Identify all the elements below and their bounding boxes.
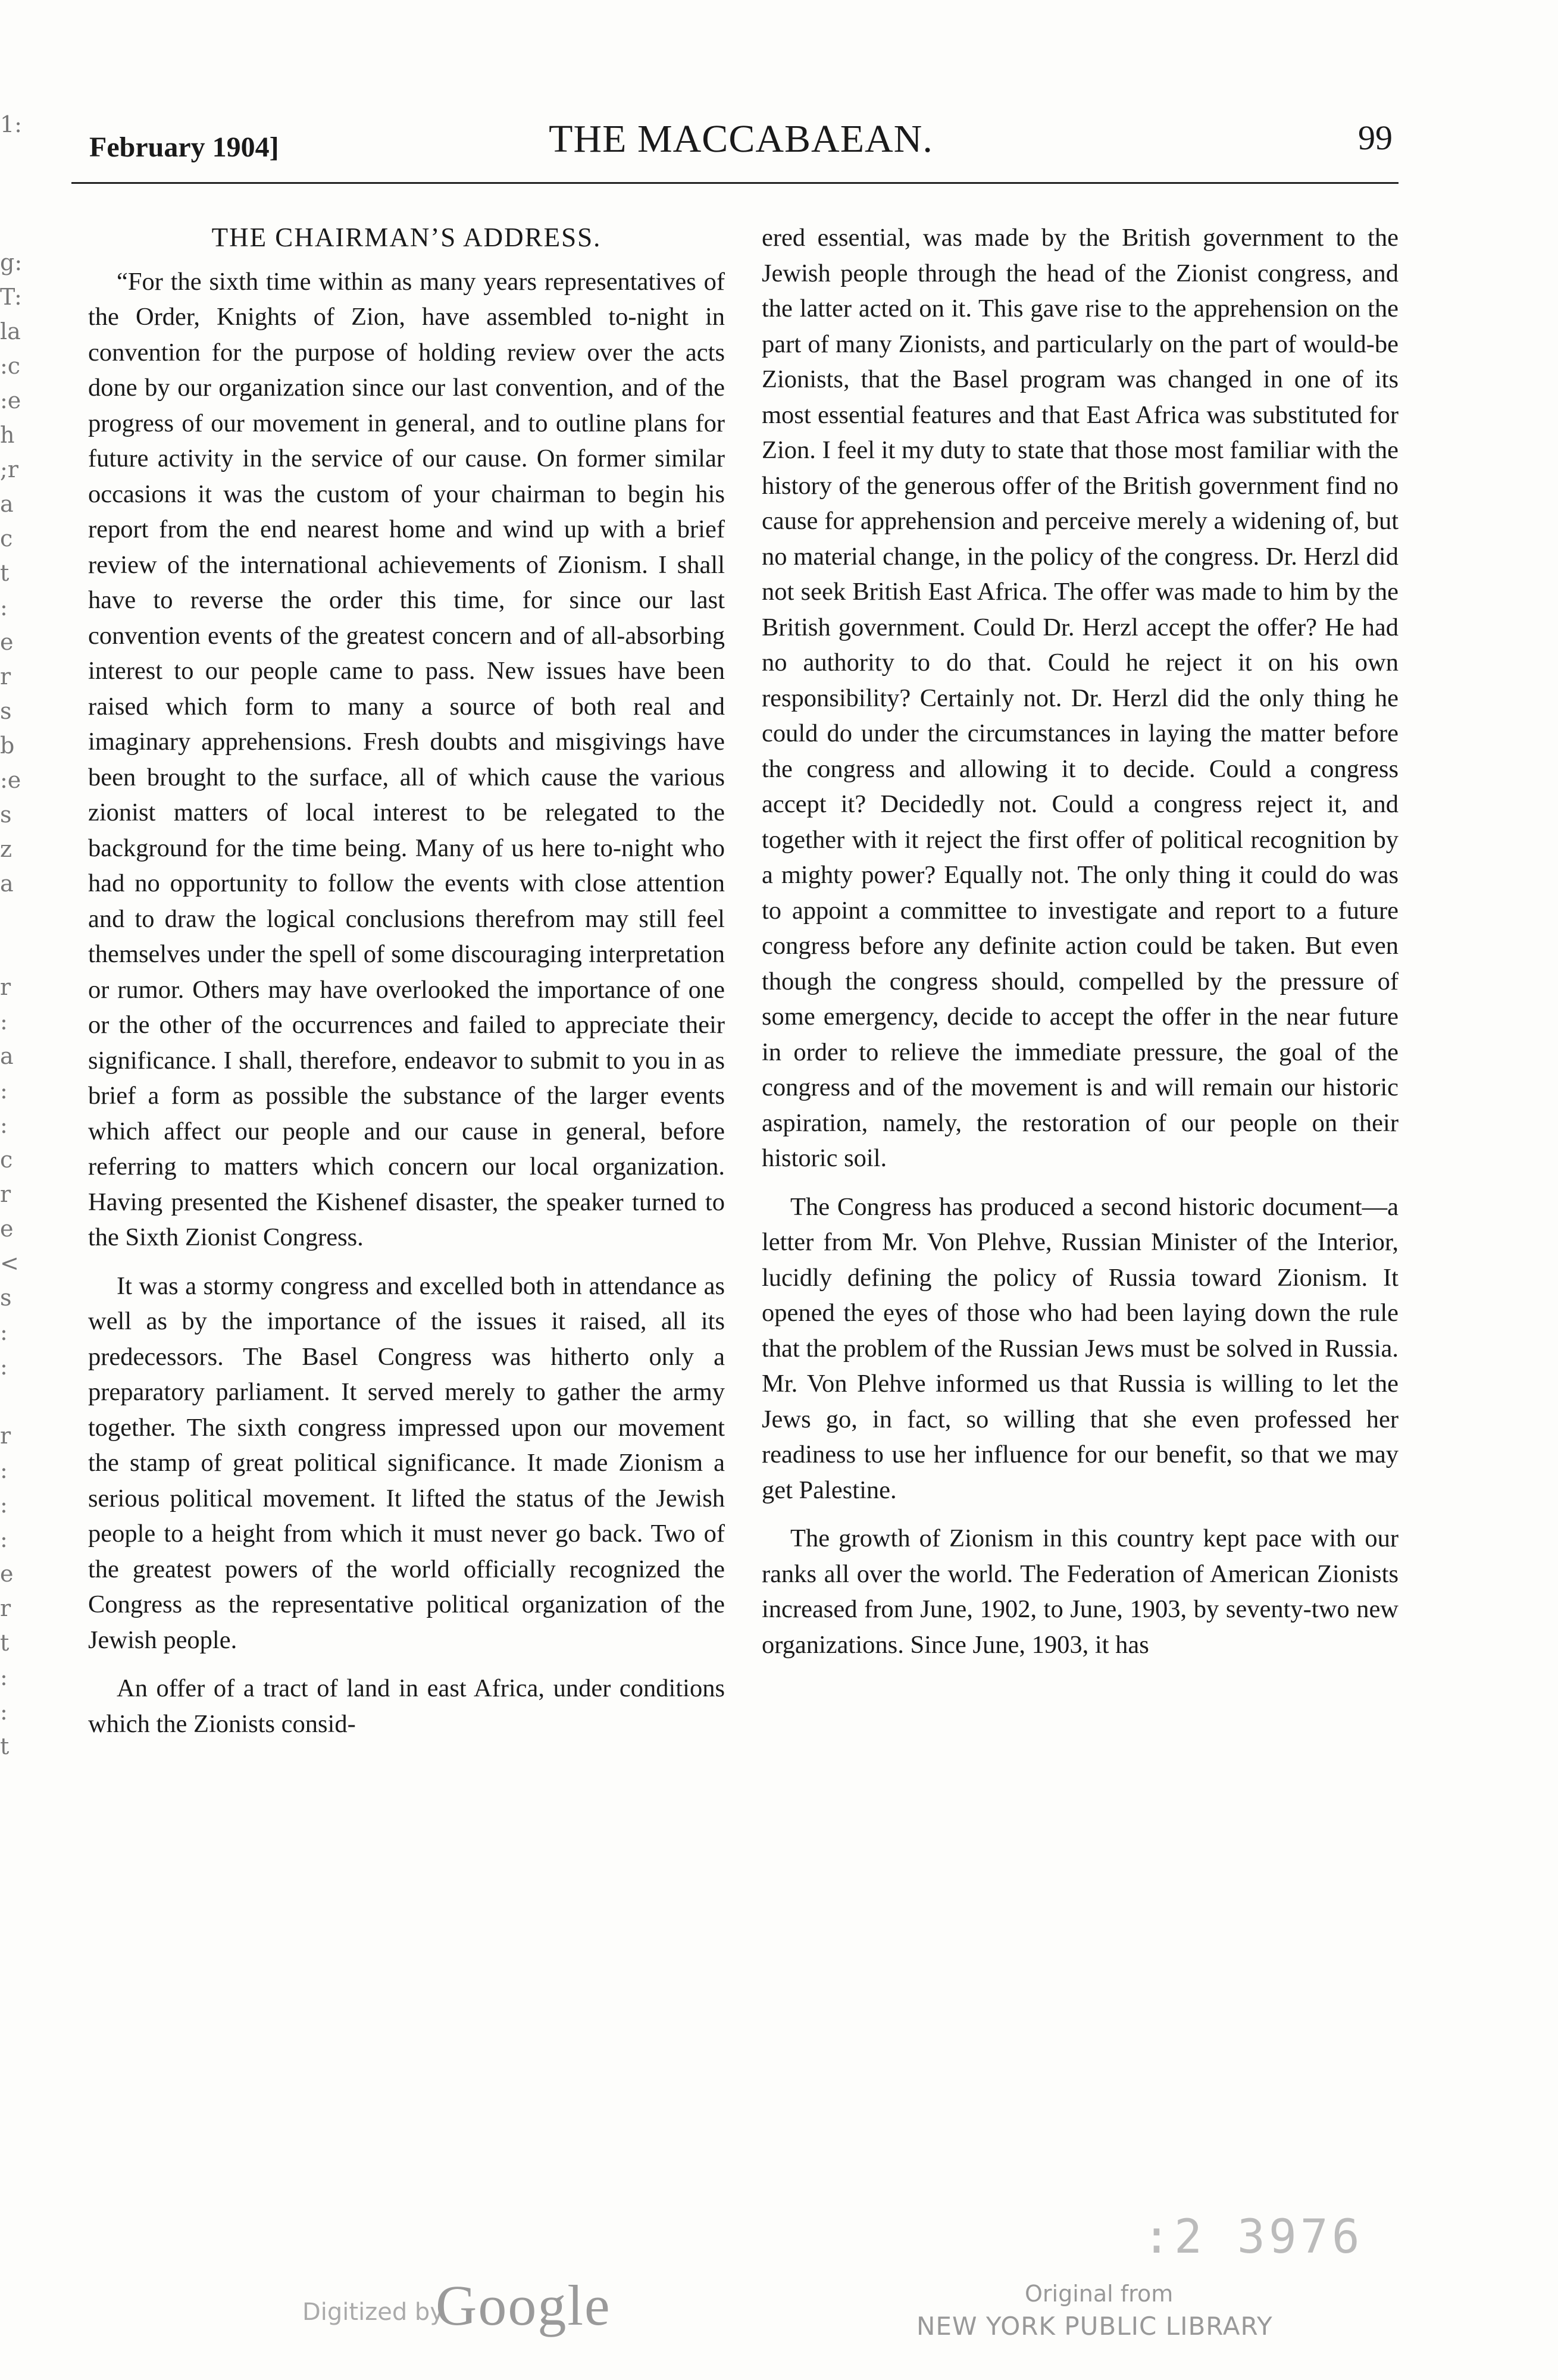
journal-title: THE MACCABAEAN. (549, 117, 933, 161)
paragraph: “For the sixth time within as many years representatives of the Order, Knights of Zion, have assembled to-night in convention for the purpose of holding review over the acts done by our organization since our last convention, and of the progress of our movement in general, and to outline plans for future activity in the service of our cause. On former similar occasions it was the custom of your chairman to begin his report from the end nearest home and wind up with a brief review of the international achievements of Zionism. I shall have to reverse the order this time, for since our last convention events of the greatest concern and of all-absorbing interest to our people came to pass. New issues have been raised which form to many a source of both real and imaginary apprehensions. Fresh doubts and misgivings have been brought to the surface, all of which cause the various zionist matters of local interest to be relegated to the background for the time being. Many of us here to-night who had no opportunity to follow the events with close attention and to draw the logical conclusions therefrom may still feel themselves under the spell of some discouraging interpretation or rumor. Others may have overlooked the importance of one or the other of the occurrences and failed to appreciate their significance. I shall, therefore, endeavor to submit to you in as brief a form as possible the substance of the larger events which affect our people and our cause in general, before referring to matters which concern our local organization. Having presented the Kishenef disaster, the speaker turned to the Sixth Zionist Congress. (88, 267, 725, 1251)
page-header (89, 117, 1393, 182)
paragraph: An offer of a tract of land in east Africa, under conditions which the Zionists consid- (88, 1674, 725, 1738)
digitized-by-label: Digitized by (302, 2298, 444, 2326)
paragraph: The Congress has produced a second historic document—a letter from Mr. Von Plehve, Russian Minister of the Interior, lucidly defining the policy of Russia toward Zionism. It opened the eyes of those who had been laying down the rule that the problem of the Russian Jews must be solved in Russia. Mr. Von Plehve informed us that Russia is willing to let the Jews go, in fact, so willing that she even professed her readiness to use her influence for our benefit, so that we may get Palestine. (762, 1192, 1399, 1504)
right-column (762, 220, 1399, 1676)
library-stamp: :2 3976 (1143, 2210, 1363, 2264)
original-from-label: Original from (1025, 2281, 1174, 2307)
paragraph: ered essential, was made by the British government to the Jewish people through the head of the Zionist congress, and the latter acted on it. This gave rise to the apprehension on the part of many Zionists, and particularly on the part of would-be Zionists, that the Basel program was changed in one of its most essential features and that East Africa was substituted for Zion. I feel it my duty to state that those most familiar with the history of the generous offer of the British government find no cause for apprehension and perceive merely a widening of, but no material change, in the policy of the congress. Dr. Herzl did not seek British East Africa. The offer was made to him by the British government. Could Dr. Herzl accept the offer? He had no authority to do that. Could he reject it on his own responsibility? Certainly not. Dr. Herzl did the only thing he could do under the circumstances in laying the matter before the congress and allowing it to decide. Could a congress accept it? Decidedly not. Could a congress reject it, and together with it reject the first offer of political recognition by a mighty power? Equally not. The only thing it could do was to appoint a committee to investigate and report to a future congress before any definite action could be taken. But even though the congress should, compelled by the pressure of some emergency, decide to accept the offer in the near future in order to relieve the immediate pressure, the goal of the congress and of the movement is and will remain our historic aspiration, namely, the restoration of our people on their historic soil. (762, 224, 1399, 1172)
issue-date: February 1904] (89, 131, 279, 163)
header-rule (71, 182, 1399, 184)
left-column (88, 220, 725, 1755)
margin-bleed-through: 1: g: T: la :c :e h ;r a c t : e r s b :e s z a r : a : : c r e < s : : r : : : e r t : : t (0, 111, 23, 1759)
article-title: THE CHAIRMAN’S ADDRESS. (211, 223, 602, 252)
paragraph: The growth of Zionism in this country kept pace with our ranks all over the world. The Federation of American Zionists increased from June, 1902, to June, 1903, by seventy-two new organizations. Since June, 1903, it has (762, 1524, 1399, 1659)
library-name: NEW YORK PUBLIC LIBRARY (916, 2312, 1273, 2341)
page-footer (0, 2210, 1558, 2347)
paragraph: It was a stormy congress and excelled both in attendance as well as by the importance of the issues it raised, all its predecessors. The Basel Congress was hitherto only a preparatory parliament. It served merely to gather the army together. The sixth congress impressed upon our movement the stamp of great political significance. It made Zionism a serious political movement. It lifted the status of the Jewish people to a height from which it must never go back. Two of the greatest powers of the world officially recognized the Congress as the representative political organization of the Jewish people. (88, 1272, 725, 1654)
google-logo: Google (436, 2273, 611, 2337)
page-number: 99 (1358, 118, 1393, 157)
